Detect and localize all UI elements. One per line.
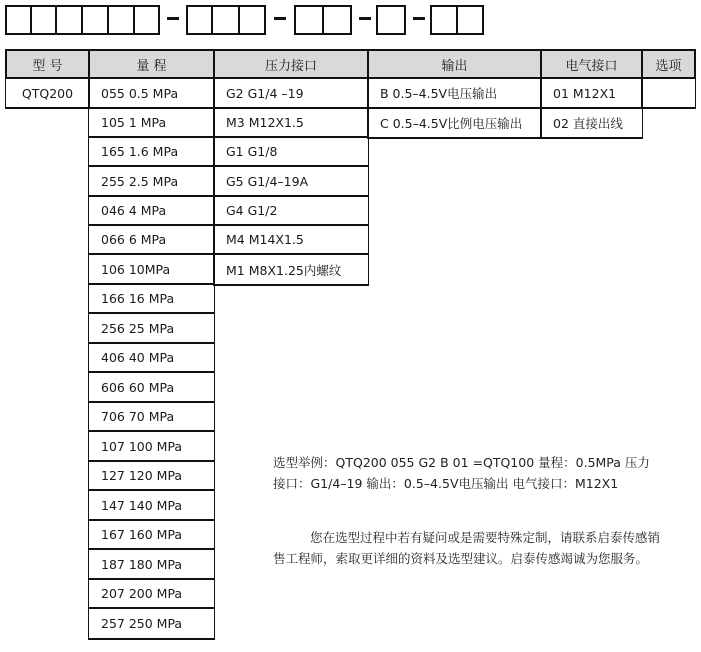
range-row: 167 160 MPa [88,519,215,550]
code-box-divider [238,7,240,33]
range-row: 606 60 MPa [88,372,215,403]
port-row: M1 M8X1.25内螺纹 [213,254,369,286]
header-connector: 电气接口 [540,49,643,79]
header-port: 压力接口 [213,49,369,79]
range-row: 127 120 MPa [88,460,215,491]
port-row: M4 M14X1.5 [213,224,369,255]
header-output: 输出 [367,49,542,79]
header-model: 型 号 [5,49,90,79]
contact-line-2: 售工程师，索取更详细的资料及选型建议。启泰传感竭诚为您服务。 [273,551,649,566]
range-row: 147 140 MPa [88,490,215,521]
contact-note [273,527,660,569]
port-row: G5 G1/4–19A [213,166,369,197]
model-value: QTQ200 [5,78,90,109]
port-row: G2 G1/4 –19 [213,78,369,109]
range-row: 256 25 MPa [88,313,215,344]
code-box-divider [107,7,109,33]
code-box-divider [55,7,57,33]
header-options: 选项 [641,49,696,79]
port-row: G4 G1/2 [213,195,369,226]
range-row: 255 2.5 MPa [88,166,215,197]
code-box-output [376,5,406,35]
code-box-divider [30,7,32,33]
example-line-1: 选型举例：QTQ200 055 G2 B 01 =QTQ100 量程：0.5MPa 压力 [273,455,650,470]
code-dash [167,17,179,20]
contact-line-1: 您在选型过程中若有疑问或是需要特殊定制，请联系启泰传感销 [310,530,661,545]
code-box-divider [456,7,458,33]
range-row: 107 100 MPa [88,431,215,462]
output-row: C 0.5–4.5V比例电压输出 [367,107,542,139]
code-dash [413,17,425,20]
range-row: 105 1 MPa [88,107,215,138]
range-row: 066 6 MPa [88,224,215,255]
example-note [273,452,650,494]
options-cell [641,78,696,109]
code-box-divider [322,7,324,33]
range-row: 055 0.5 MPa [88,78,215,109]
connector-row: 01 M12X1 [540,78,643,109]
range-row: 257 250 MPa [88,608,215,640]
range-row: 165 1.6 MPa [88,136,215,167]
range-row: 706 70 MPa [88,401,215,432]
example-line-2: 接口：G1/4–19 输出：0.5–4.5V电压输出 电气接口：M12X1 [273,476,619,491]
range-row: 207 200 MPa [88,578,215,609]
header-range: 量 程 [88,49,215,79]
range-row: 166 16 MPa [88,283,215,314]
code-box-divider [133,7,135,33]
code-box-divider [81,7,83,33]
code-box-range [186,5,266,35]
output-row: B 0.5–4.5V电压输出 [367,78,542,109]
range-row: 187 180 MPa [88,549,215,580]
code-box-divider [211,7,213,33]
port-row: M3 M12X1.5 [213,107,369,138]
connector-row: 02 直接出线 [540,107,643,139]
port-row: G1 G1/8 [213,136,369,167]
range-row: 406 40 MPa [88,342,215,373]
range-row: 106 10MPa [88,254,215,285]
range-row: 046 4 MPa [88,195,215,226]
code-dash [359,17,371,20]
code-dash [274,17,286,20]
